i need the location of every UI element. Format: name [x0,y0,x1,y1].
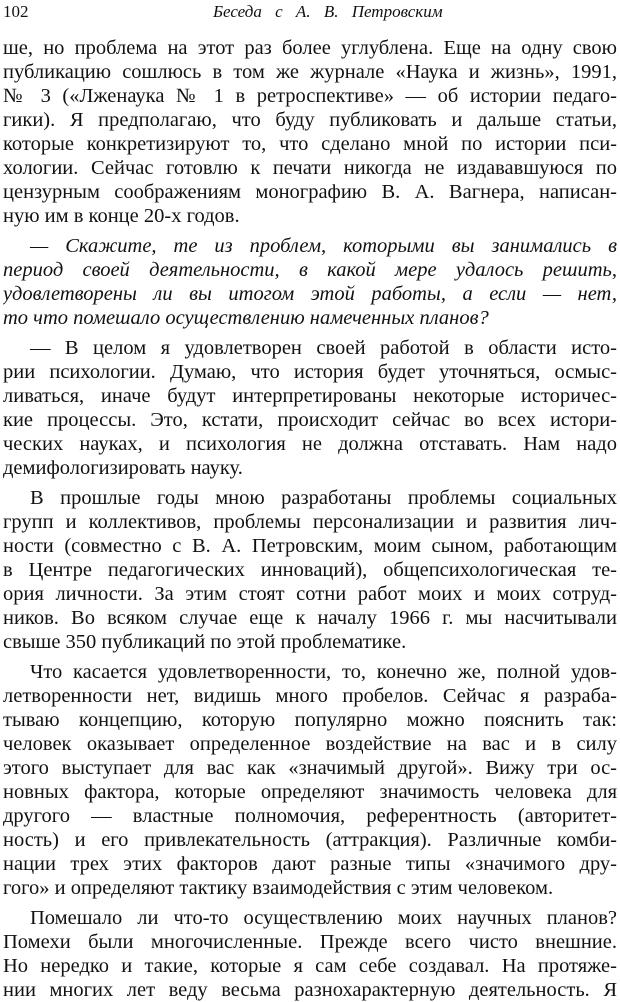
text-line: Что касается удовлетворенности, то, конечно же, полной удов- [30,661,617,683]
text-line: — Скажите, те из проблем, которыми вы занимались в [30,235,617,257]
text-line: период своей деятельности, в какой мере удалось решить, [3,259,617,281]
text-line: рии психологии. Думаю, что история будет уточняться, осмыс- [3,361,617,383]
text-line: ности (совместно с В. А. Петровским, моим сыном, работающим [3,535,617,557]
text-line: демифологизировать науку. [3,457,243,479]
page-number: 102 [3,2,29,21]
text-line: ников. Во всяком случае еще к началу 1966 г. мы насчитывали [3,607,617,629]
text-line: то что помешало осуществлению намеченных планов? [3,307,489,329]
text-line: свыше 350 публикаций по этой проблематике. [3,631,407,653]
paragraph [3,336,617,480]
text-line: этого выступает для вас как «значимый другой». Вижу три ос- [3,757,617,779]
text-line: в Центре педагогических инноваций), общепсихологическая те- [3,559,617,581]
text-line: № 3 («Лженаука № 1 в ретроспективе» — об истории педаго- [3,85,617,107]
text-line: летворенности нет, видишь много пробелов. Сейчас я разраба- [3,685,617,707]
text-line: человек оказывает определенное воздействие на вас и в силу [3,733,617,755]
running-head: Беседа с А. В. Петровским [213,2,443,21]
text-line: групп и коллективов, проблемы персонализации и развития лич- [3,511,617,533]
text-line: ность) и его привлекательность (аттракция). Различные комби- [3,829,617,851]
text-line: публикацию сошлюсь в том же журнале «Наука и жизнь», 1991, [3,61,617,83]
text-line: Но нередко и такие, которые я сам себе создавал. На протяже- [3,955,617,977]
text-line: тываю концепцию, которую популярно можно пояснить так: [3,709,617,731]
text-line: ную им в конце 20-х годов. [3,205,240,227]
paragraph [3,36,617,228]
text-line: ше, но проблема на этот раз более углублена. Еще на одну свою [3,37,617,59]
text-line: В прошлые годы мною разработаны проблемы социальных [30,487,617,509]
text-line: ория личности. За этим стоят сотни работ моих и моих сотруд- [3,583,617,605]
text-line: кие процессы. Это, кстати, происходит сейчас во всех истори- [3,409,617,431]
text-line: хологии. Сейчас готовлю к печати никогда не издававшуюся по [3,157,617,179]
text-line: Помешало ли что-то осуществлению моих научных планов? [30,907,617,929]
body-text [3,36,617,1002]
text-line: нии многих лет веду весьма разнохарактерную деятельность. Я [3,979,617,1001]
paragraph [3,486,617,654]
text-line: Помехи были многочисленные. Прежде всего чисто внешние. [3,931,617,953]
text-line: новных фактора, которые определяют значимость человека для [3,781,617,803]
paragraph [3,906,617,1002]
text-line: ческих науках, и психология не должна отставать. Нам надо [3,433,617,455]
text-line: другого — властные полномочия, референтность (авторитет- [3,805,617,827]
text-line: которые конкретизируют то, что сделано мной по истории пси- [3,133,617,155]
text-line: — В целом я удовлетворен своей работой в области исто- [30,337,617,359]
page-header [3,2,617,24]
text-line: цензурным соображениям монографию В. А. Вагнера, написан- [3,181,617,203]
text-line: удовлетворены ли вы итогом этой работы, а если — нет, [3,283,617,305]
paragraph [3,660,617,900]
text-line: нации трех этих факторов дают разные типы «значимого дру- [3,853,617,875]
text-line: гики). Я предполагаю, что буду публиковать и дальше статьи, [3,109,617,131]
text-line: ливаться, иначе будут интерпретированы некоторые историчес- [3,385,617,407]
text-line: гого» и определяют тактику взаимодействия с этим человеком. [3,877,554,899]
question-paragraph [3,234,617,330]
